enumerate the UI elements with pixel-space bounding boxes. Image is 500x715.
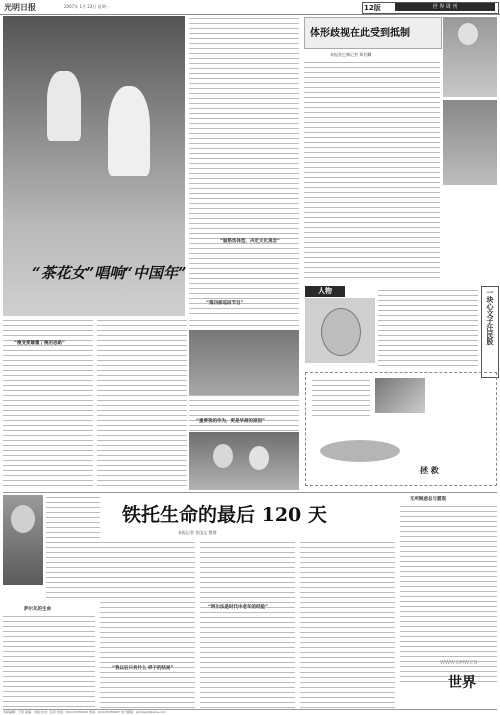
feature-body [304,60,440,280]
singer-figure-2 [108,86,150,176]
bottom-body-4 [300,540,395,709]
issue-date: 2007年 1月 22日 星期一 [64,4,110,9]
bottom-byline: 本报记者 张国文 整理 [178,530,217,535]
face-1 [213,444,233,468]
tito-photo [3,495,43,585]
bottom-subhead-mid2: “阿尔法是时代中老年的经验” [208,605,268,610]
face-2 [249,446,269,470]
page-number: 12版 [364,4,381,12]
cartoon-figure [375,378,425,413]
section-label: 世 界 周 刊 [395,3,495,11]
scene-photo [189,330,299,395]
bottom-body-2 [100,540,195,709]
side-column-title: 一块心文子汪民股 [486,289,494,345]
feature-headline: 体形歧视在此受到抵制 [310,28,410,39]
feature-byline: 本报驻巴黎记者 郑若麟 [330,52,372,57]
site-watermark: WWW.GMW.CN [440,660,478,666]
lead-body-right [189,16,299,316]
newspaper-logo: 光明日报 [4,2,36,12]
bottom-body-1 [3,614,95,709]
bottom-headline: 铁托生命的最后 120 天 [122,504,327,526]
group-photo [443,100,497,185]
portrait-photo-pair [189,432,299,490]
people-banner: 人物 [305,286,345,297]
right-body [400,504,497,684]
cartoon-text [312,378,370,418]
lead-headline: “茶花女”唱响“中国年” [32,264,187,282]
lead-body-mid [97,318,187,490]
woman-head [458,23,478,45]
cartoon-fish [320,440,400,462]
people-text [378,288,478,368]
masthead [0,0,500,15]
bottom-subhead-left: 萨尔瓦的生命 [24,607,51,612]
lead-subhead-1: “瘦变要颠覆了瘦的思路” [14,341,65,346]
person-face [321,308,361,356]
lead-subhead-3: “重要我的作为，更是华商的原因” [196,419,265,424]
tito-text-col1 [46,495,100,600]
singer-figure [47,71,81,141]
lead-subhead-2: “第四部巡回节目” [206,301,244,306]
person-photo [305,298,375,363]
feature-subhead: “脑筋选体型，决定文化观念” [220,239,280,244]
woman-photo [443,17,497,97]
footer-brand: 世界 [448,675,476,691]
right-title: 无所顾虑总与愿现 [410,497,446,502]
bottom-body-3 [200,540,295,709]
cartoon-caption: 拯 救 [420,466,439,475]
tito-face [11,505,35,533]
footer-line: 本版编辑：王斐 美编：刘进 校对：张彤 电话：010-67078224 传真：010-67078227 电子邮箱：gmrbsjzk@sina.com [3,710,167,714]
section-divider [3,492,497,493]
bottom-subhead-mid: “我以后只有什么 样子的结局” [112,666,174,671]
